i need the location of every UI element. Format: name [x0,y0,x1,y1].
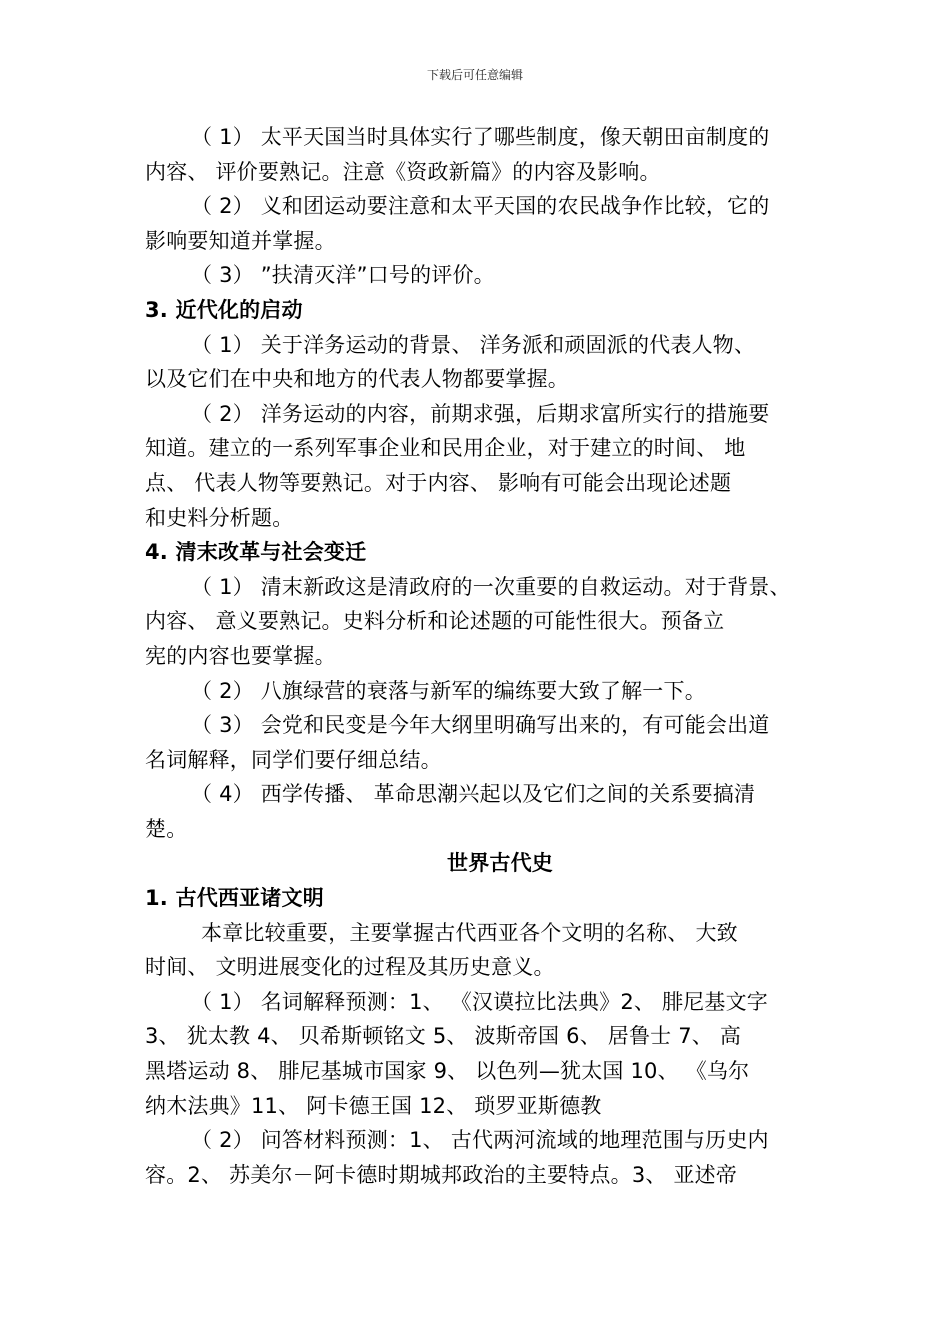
paragraph-line: （ 2） 问答材料预测：1、 古代两河流域的地理范围与历史内 [191,1128,769,1153]
paragraph-line: 知道。建立的一系列军事企业和民用企业，对于建立的时间、 地 [145,436,746,461]
paragraph-line: （ 1） 关于洋务运动的背景、 洋务派和顽固派的代表人物、 [191,332,756,357]
document-body [145,120,815,1192]
paragraph-line: （ 1） 太平天国当时具体实行了哪些制度，像天朝田亩制度的 [191,125,770,149]
paragraph-line: 3、 犹太教 4、 贝希斯顿铭文 5、 波斯帝国 6、 居鲁士 7、 高 [145,1024,742,1049]
paragraph-line: （ 3） 会党和民变是今年大纲里明确写出来的，有可能会出道 [191,713,770,738]
paragraph-line: 内容、 意义要熟记。史料分析和论述题的可能性很大。预备立 [145,609,725,634]
paragraph-line: 影响要知道并掌握。 [145,228,336,253]
paragraph-line: 名词解释，同学们要仔细总结。 [145,747,442,772]
paragraph-line: 容。2、 苏美尔－阿卡德时期城邦政治的主要特点。3、 亚述帝 [145,1162,738,1187]
section-heading: 4. 清末改革与社会变迁 [145,540,367,565]
section-heading: 1. 古代西亚诸文明 [145,886,324,911]
paragraph-line: 内容、 评价要熟记。注意《资政新篇》的内容及影响。 [145,159,661,184]
paragraph-line: 纳木法典》11、 阿卡德王国 12、 琐罗亚斯德教 [145,1093,602,1118]
paragraph-line: 以及它们在中央和地方的代表人物都要掌握。 [145,367,569,392]
paragraph-line: （ 4） 西学传播、 革命思潮兴起以及它们之间的关系要搞清 [191,782,756,807]
paragraph-line: 点、 代表人物等要熟记。对于内容、 影响有可能会出现论述题 [145,470,732,495]
paragraph-line: （ 1） 名词解释预测：1、 《汉谟拉比法典》2、 腓尼基文字 [191,989,768,1014]
paragraph-line: （ 2） 八旗绿营的衰落与新军的编练要大致了解一下。 [191,678,706,703]
paragraph-line: （ 1） 清末新政这是清政府的一次重要的自救运动。对于背景、 [191,574,791,599]
paragraph-line: 楚。 [145,816,188,841]
page-header: 下载后可任意编辑 [426,68,523,82]
chapter-title: 世界古代史 [447,851,553,876]
paragraph-line: （ 2） 洋务运动的内容，前期求强，后期求富所实行的措施要 [191,401,770,426]
section-heading: 3. 近代化的启动 [145,297,303,322]
paragraph-line: 宪的内容也要掌握。 [145,643,336,668]
paragraph-line: 本章比较重要，主要掌握古代西亚各个文明的名称、 大致 [201,920,738,945]
paragraph-line: 和史料分析题。 [145,505,294,530]
paragraph-line: 时间、 文明进展变化的过程及其历史意义。 [145,955,555,980]
paragraph-line: （ 3） ”扶清灭洋”口号的评价。 [191,263,495,288]
paragraph-line: （ 2） 义和团运动要注意和太平天国的农民战争作比较，它的 [191,194,770,219]
paragraph-line: 黑塔运动 8、 腓尼基城市国家 9、 以色列—犹太国 10、 《乌尔 [145,1059,750,1084]
